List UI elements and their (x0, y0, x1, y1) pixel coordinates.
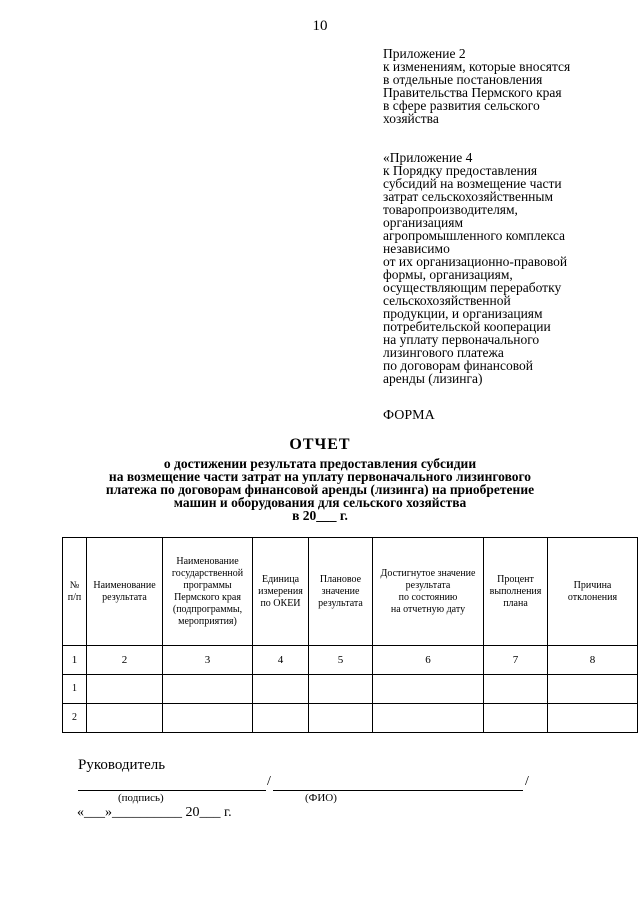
column-number-row (63, 646, 638, 675)
column-number: 7 (484, 646, 548, 675)
form-label: ФОРМА (383, 408, 435, 423)
table-cell (373, 675, 484, 704)
table-cell (163, 704, 253, 733)
column-number: 1 (63, 646, 87, 675)
header-cell: Достигнутое значение результата по состоянию на отчетную дату (373, 538, 484, 646)
header-cell: Процент выполнения плана (484, 538, 548, 646)
header-cell: Наименование государственной программы Пермского края (подпрограммы, мероприятия) (163, 538, 253, 646)
page-number: 10 (312, 18, 328, 34)
column-number: 6 (373, 646, 484, 675)
slash-separator: / (267, 774, 271, 789)
row-number: 1 (63, 675, 87, 704)
table-cell (548, 675, 638, 704)
table-cell (87, 704, 163, 733)
sign-caption: (подпись) (118, 792, 164, 804)
fio-line (273, 790, 523, 791)
table-header-row (63, 538, 638, 646)
column-number: 5 (309, 646, 373, 675)
header-cell: Причина отклонения (548, 538, 638, 646)
table-row (63, 675, 638, 704)
table-cell (163, 675, 253, 704)
table-cell (548, 704, 638, 733)
table-cell (253, 675, 309, 704)
report-title: ОТЧЕТ (289, 436, 351, 453)
slash-separator: / (525, 774, 529, 789)
header-cell: № п/п (63, 538, 87, 646)
appendix4-heading: «Приложение 4 к Порядку предоставления субсидий на возмещение части затрат сельскохозяйственным товаропроизводителям, организациям агропромышленного комплекса независимо от их организационно-правовой формы, организациям, осуществляющим переработку сельскохозяйственной продукции, и организациям потребительской кооперации на уплату первоначального лизингового платежа по договорам финансовой аренды (лизинга) (383, 150, 568, 386)
column-number: 2 (87, 646, 163, 675)
signature-line (78, 790, 266, 791)
report-table (62, 537, 638, 733)
header-cell: Единица измерения по ОКЕИ (253, 538, 309, 646)
appendix-heading: Приложение 2 к изменениям, которые вносятся в отдельные постановления Правительства Пермского края в сфере развития сельского хозяйства (383, 46, 571, 126)
fio-caption: (ФИО) (305, 792, 337, 804)
table-cell (373, 704, 484, 733)
column-number: 4 (253, 646, 309, 675)
header-cell: Плановое значение результата (309, 538, 373, 646)
table-cell (309, 675, 373, 704)
row-number: 2 (63, 704, 87, 733)
date-line: «___»__________ 20___ г. (77, 805, 232, 820)
head-label: Руководитель (78, 757, 166, 773)
table-cell (484, 704, 548, 733)
header-cell: Наименование результата (87, 538, 163, 646)
table-cell (87, 675, 163, 704)
table-cell (484, 675, 548, 704)
report-subtitle: о достижении результата предоставления субсидии на возмещение части затрат на уплату первоначального лизингового платежа по договорам финансовой аренды (лизинга) на приобретение машин и оборудования для сельского хозяйства в 20___ г. (105, 456, 535, 523)
table-cell (309, 704, 373, 733)
column-number: 8 (548, 646, 638, 675)
table-row (63, 704, 638, 733)
column-number: 3 (163, 646, 253, 675)
table-cell (253, 704, 309, 733)
